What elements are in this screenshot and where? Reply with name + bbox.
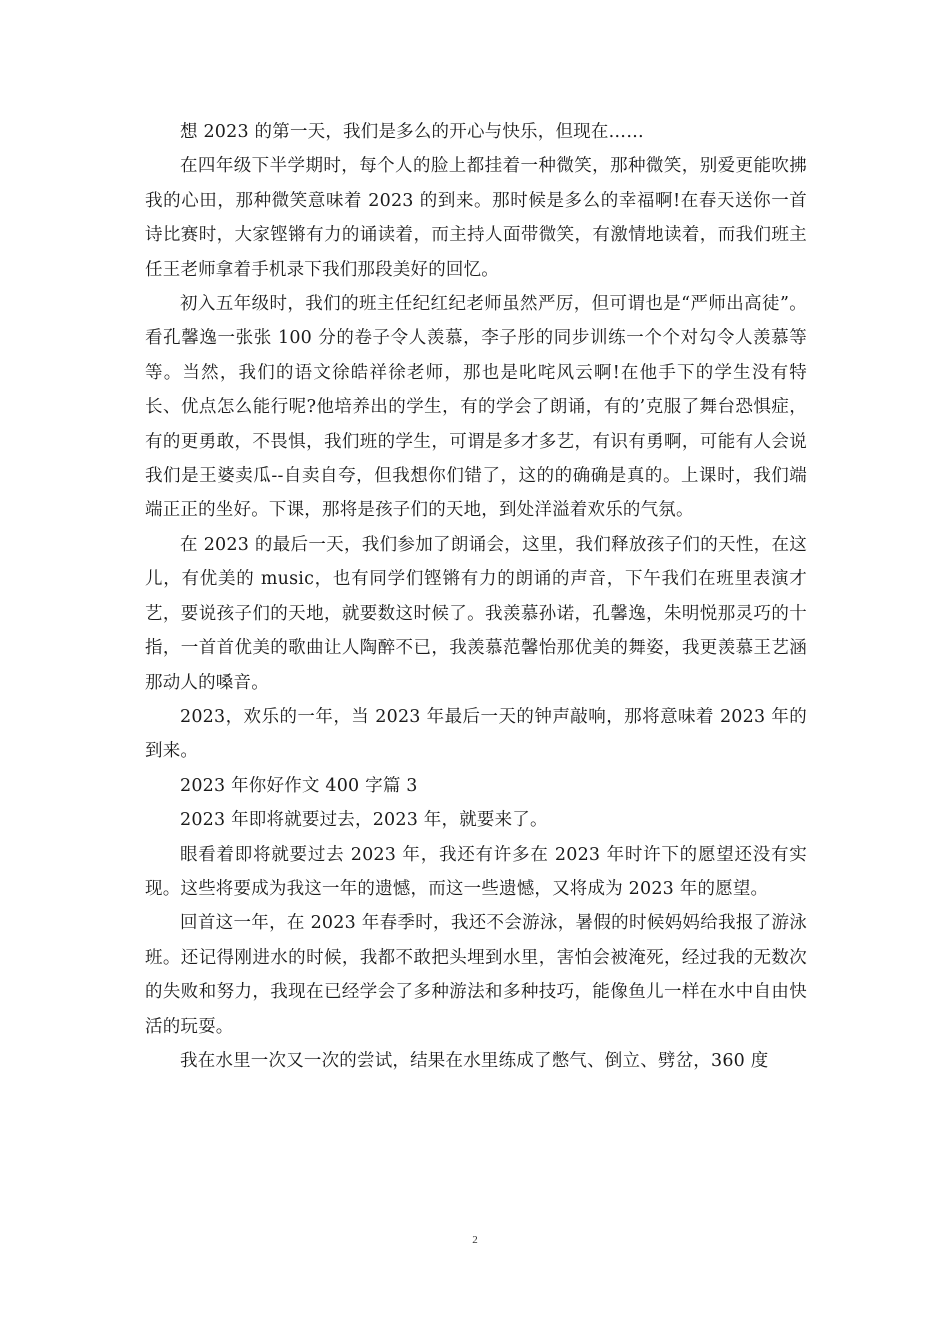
paragraph: 在四年级下半学期时，每个人的脸上都挂着一种微笑，那种微笑，别爱更能吹拂我的心田，那种微笑意味着 2023 的到来。那时候是多么的幸福啊!在春天送你一首诗比赛时，大家铿锵有力的诵读着，而主持人面带微笑，有激情地读着，而我们班主任王老师拿着手机录下我们那段美好的回忆。	[145, 156, 807, 280]
section-heading: 2023 年你好作文 400 字篇 3	[180, 775, 418, 796]
paragraph: 初入五年级时，我们的班主任纪红纪老师虽然严厉，但可谓也是“严师出高徒”。看孔馨逸一张张 100 分的卷子令人羡慕，李子彤的同步训练一个个对勾令人羡慕等等。当然，我们的语文徐皓祥徐老师，那也是叱咤风云啊!在他手下的学生没有特长、优点怎么能行呢?他培养出的学生，有的学会了朗诵，有的’克服了舞台恐惧症，有的更勇敢，不畏惧，我们班的学生，可谓是多才多艺，有识有勇啊，可能有人会说我们是王婆卖瓜--自卖自夸，但我想你们错了，这的的确确是真的。上课时，我们端端正正的坐好。下课，那将是孩子们的天地，到处洋溢着欢乐的气氛。	[145, 294, 807, 521]
article-body	[145, 115, 807, 1078]
paragraph: 回首这一年，在 2023 年春季时，我还不会游泳，暑假的时候妈妈给我报了游泳班。还记得刚进水的时候，我都不敢把头埋到水里，害怕会被淹死，经过我的无数次的失败和努力，我现在已经学会了多种游法和多种技巧，能像鱼儿一样在水中自由快活的玩耍。	[145, 913, 807, 1037]
paragraph: 2023 年即将就要过去，2023 年，就要来了。	[180, 810, 548, 831]
paragraph: 眼看着即将就要过去 2023 年，我还有许多在 2023 年时许下的愿望还没有实现。这些将要成为我这一年的遗憾，而这一些遗憾，又将成为 2023 年的愿望。	[145, 844, 807, 899]
paragraph: 想 2023 的第一天，我们是多么的开心与快乐，但现在……	[180, 122, 644, 142]
paragraph: 我在水里一次又一次的尝试，结果在水里练成了憋气、倒立、劈岔，360 度	[180, 1050, 769, 1071]
page-number: 2	[472, 1234, 478, 1246]
paragraph: 2023，欢乐的一年，当 2023 年最后一天的钟声敲响，那将意味着 2023 年的到来。	[145, 706, 807, 762]
paragraph: 在 2023 的最后一天，我们参加了朗诵会，这里，我们释放孩子们的天性，在这儿，有优美的 music，也有同学们铿锵有力的朗诵的声音，下午我们在班里表演才艺，要说孩子们的天地，就要数这时候了。我羡慕孙诺，孔馨逸，朱明悦那灵巧的十指，一首首优美的歌曲让人陶醉不已，我羡慕范馨怡那优美的舞姿，我更羡慕王艺涵那动人的嗓音。	[145, 534, 807, 693]
